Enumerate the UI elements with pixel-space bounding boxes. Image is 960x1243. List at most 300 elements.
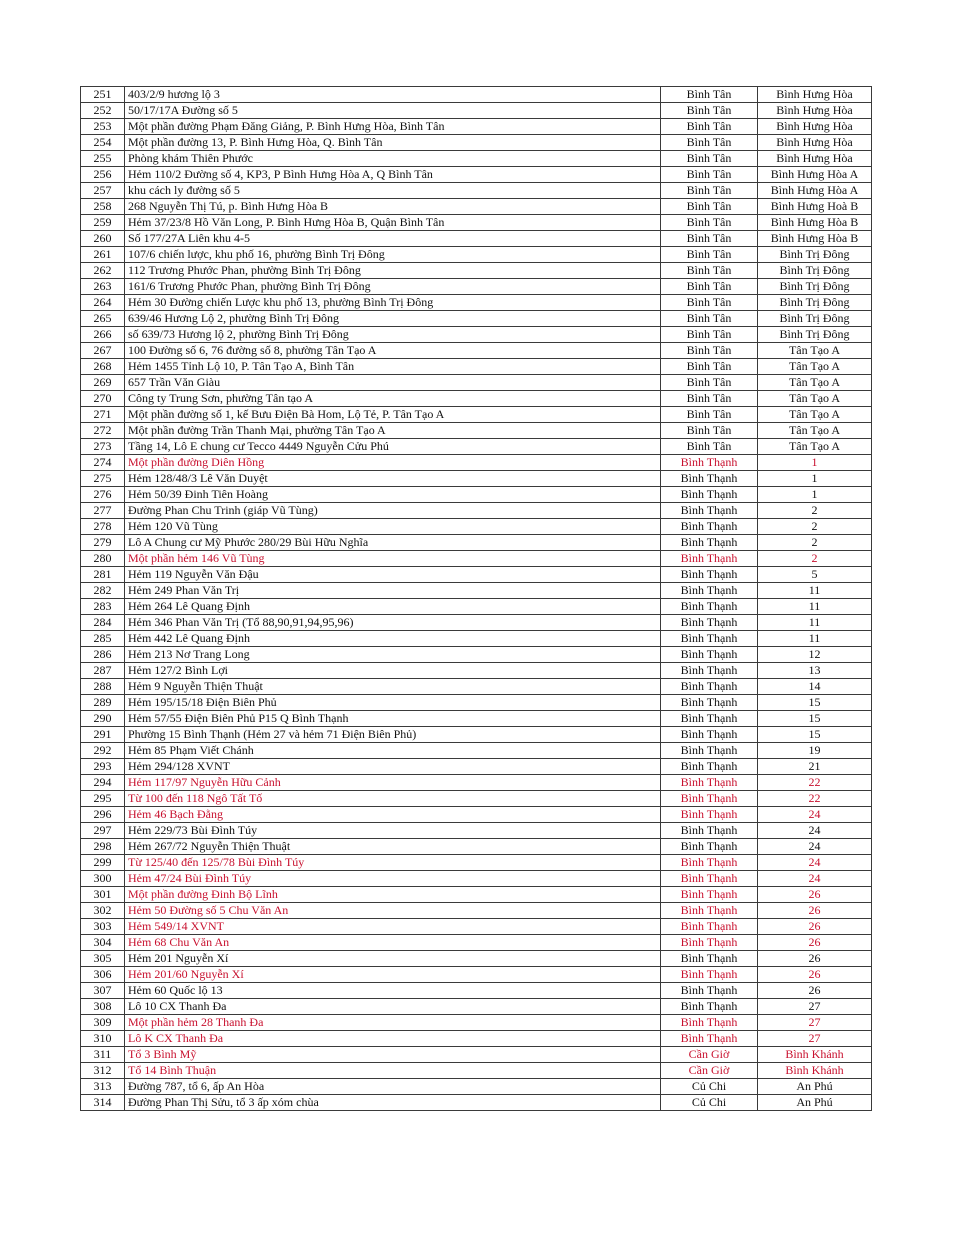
table-row — [81, 775, 872, 791]
table-row — [81, 807, 872, 823]
district-cell: Bình Tân — [661, 215, 758, 231]
table-row — [81, 711, 872, 727]
address-cell: 107/6 chiến lược, khu phố 16, phường Bình Trị Đông — [125, 247, 661, 263]
address-cell: Hẻm 119 Nguyễn Văn Đậu — [125, 567, 661, 583]
row-number: 254 — [81, 135, 125, 151]
ward-cell: 15 — [758, 711, 872, 727]
ward-cell: 11 — [758, 615, 872, 631]
ward-cell: Tân Tạo A — [758, 439, 872, 455]
address-cell: 657 Trần Văn Giàu — [125, 375, 661, 391]
table-row — [81, 791, 872, 807]
district-cell: Bình Tân — [661, 359, 758, 375]
district-cell: Bình Thạnh — [661, 567, 758, 583]
row-number: 258 — [81, 199, 125, 215]
district-cell: Bình Tân — [661, 151, 758, 167]
table-row — [81, 743, 872, 759]
ward-cell: 13 — [758, 663, 872, 679]
district-cell: Bình Tân — [661, 87, 758, 103]
table-row — [81, 599, 872, 615]
ward-cell: 26 — [758, 983, 872, 999]
row-number: 298 — [81, 839, 125, 855]
table-row — [81, 567, 872, 583]
district-cell: Bình Tân — [661, 199, 758, 215]
district-cell: Bình Thạnh — [661, 855, 758, 871]
table-row — [81, 999, 872, 1015]
table-row — [81, 1047, 872, 1063]
row-number: 288 — [81, 679, 125, 695]
ward-cell: Tân Tạo A — [758, 407, 872, 423]
district-cell: Bình Thạnh — [661, 599, 758, 615]
row-number: 304 — [81, 935, 125, 951]
address-cell: Số 177/27A Liên khu 4-5 — [125, 231, 661, 247]
district-cell: Bình Thạnh — [661, 951, 758, 967]
district-cell: Bình Tân — [661, 423, 758, 439]
ward-cell: 24 — [758, 823, 872, 839]
row-number: 257 — [81, 183, 125, 199]
table-row — [81, 263, 872, 279]
address-cell: Tầng 14, Lô E chung cư Tecco 4449 Nguyễn Cửu Phú — [125, 439, 661, 455]
address-cell: Một phần đường Diên Hồng — [125, 455, 661, 471]
ward-cell: Bình Trị Đông — [758, 295, 872, 311]
address-cell: Đường Phan Thị Sửu, tổ 3 ấp xóm chùa — [125, 1095, 661, 1111]
row-number: 260 — [81, 231, 125, 247]
district-cell: Cần Giờ — [661, 1047, 758, 1063]
table-row — [81, 983, 872, 999]
row-number: 287 — [81, 663, 125, 679]
address-cell: Hẻm 50 Đường số 5 Chu Văn An — [125, 903, 661, 919]
table-row — [81, 679, 872, 695]
ward-cell: 11 — [758, 583, 872, 599]
district-cell: Bình Thạnh — [661, 551, 758, 567]
address-cell: Hẻm 110/2 Đường số 4, KP3, P Bình Hưng Hòa A, Q Bình Tân — [125, 167, 661, 183]
district-cell: Bình Thạnh — [661, 887, 758, 903]
address-cell: Hẻm 229/73 Bùi Đình Túy — [125, 823, 661, 839]
row-number: 312 — [81, 1063, 125, 1079]
ward-cell: 22 — [758, 775, 872, 791]
table-row — [81, 551, 872, 567]
district-cell: Bình Thạnh — [661, 455, 758, 471]
address-cell: Một phần hẻm 28 Thanh Đa — [125, 1015, 661, 1031]
address-cell: Từ 125/40 đến 125/78 Bùi Đình Túy — [125, 855, 661, 871]
district-cell: Cần Giờ — [661, 1063, 758, 1079]
table-row — [81, 663, 872, 679]
table-row — [81, 87, 872, 103]
table-row — [81, 967, 872, 983]
address-cell: Hẻm 442 Lê Quang Định — [125, 631, 661, 647]
table-row — [81, 487, 872, 503]
district-cell: Bình Thạnh — [661, 871, 758, 887]
district-cell: Bình Thạnh — [661, 679, 758, 695]
row-number: 252 — [81, 103, 125, 119]
address-cell: Hẻm 50/39 Đinh Tiên Hoàng — [125, 487, 661, 503]
address-cell: Phường 15 Bình Thạnh (Hẻm 27 và hẻm 71 Điện Biên Phủ) — [125, 727, 661, 743]
address-cell: Một phần hẻm 146 Vũ Tùng — [125, 551, 661, 567]
ward-cell: Bình Hưng Hòa — [758, 135, 872, 151]
table-row — [81, 583, 872, 599]
district-cell: Bình Thạnh — [661, 743, 758, 759]
district-cell: Bình Tân — [661, 295, 758, 311]
row-number: 286 — [81, 647, 125, 663]
address-cell: Hẻm 267/72 Nguyễn Thiện Thuật — [125, 839, 661, 855]
ward-cell: 2 — [758, 503, 872, 519]
address-cell: Hẻm 117/97 Nguyễn Hữu Cảnh — [125, 775, 661, 791]
district-cell: Bình Tân — [661, 391, 758, 407]
ward-cell: 27 — [758, 1031, 872, 1047]
address-cell: Lô 10 CX Thanh Đa — [125, 999, 661, 1015]
ward-cell: 26 — [758, 887, 872, 903]
district-cell: Bình Thạnh — [661, 631, 758, 647]
row-number: 263 — [81, 279, 125, 295]
ward-cell: Bình Trị Đông — [758, 327, 872, 343]
ward-cell: 26 — [758, 903, 872, 919]
address-cell: Hẻm 128/48/3 Lê Văn Duyệt — [125, 471, 661, 487]
ward-cell: 26 — [758, 935, 872, 951]
address-cell: Lô A Chung cư Mỹ Phước 280/29 Bùi Hữu Nghĩa — [125, 535, 661, 551]
table-row — [81, 727, 872, 743]
ward-cell: Tân Tạo A — [758, 375, 872, 391]
address-cell: số 639/73 Hương lộ 2, phường Bình Trị Đông — [125, 327, 661, 343]
district-cell: Bình Thạnh — [661, 727, 758, 743]
table-row — [81, 615, 872, 631]
district-cell: Bình Tân — [661, 439, 758, 455]
row-number: 297 — [81, 823, 125, 839]
ward-cell: 26 — [758, 951, 872, 967]
district-cell: Bình Tân — [661, 375, 758, 391]
address-cell: Hẻm 30 Đường chiến Lược khu phố 13, phường Bình Trị Đông — [125, 295, 661, 311]
ward-cell: 5 — [758, 567, 872, 583]
row-number: 270 — [81, 391, 125, 407]
address-cell: Hẻm 85 Phạm Viết Chánh — [125, 743, 661, 759]
table-row — [81, 1031, 872, 1047]
address-cell: 50/17/17A Đường số 5 — [125, 103, 661, 119]
table-row — [81, 407, 872, 423]
table-row — [81, 311, 872, 327]
row-number: 272 — [81, 423, 125, 439]
table-row — [81, 631, 872, 647]
ward-cell: Bình Hưng Hòa — [758, 103, 872, 119]
row-number: 295 — [81, 791, 125, 807]
row-number: 279 — [81, 535, 125, 551]
district-cell: Bình Tân — [661, 343, 758, 359]
ward-cell: Bình Hưng Hòa A — [758, 183, 872, 199]
ward-cell: Bình Hưng Hoà B — [758, 199, 872, 215]
ward-cell: 2 — [758, 551, 872, 567]
address-cell: 403/2/9 hương lộ 3 — [125, 87, 661, 103]
table-row — [81, 839, 872, 855]
ward-cell: Bình Hưng Hòa — [758, 151, 872, 167]
ward-cell: Bình Hưng Hòa — [758, 119, 872, 135]
row-number: 281 — [81, 567, 125, 583]
ward-cell: 22 — [758, 791, 872, 807]
district-cell: Bình Thạnh — [661, 919, 758, 935]
table-row — [81, 695, 872, 711]
address-cell: Hẻm 294/128 XVNT — [125, 759, 661, 775]
row-number: 269 — [81, 375, 125, 391]
row-number: 313 — [81, 1079, 125, 1095]
address-cell: 112 Trương Phước Phan, phường Bình Trị Đông — [125, 263, 661, 279]
table-row — [81, 119, 872, 135]
table-row — [81, 871, 872, 887]
district-cell: Bình Tân — [661, 103, 758, 119]
district-cell: Bình Thạnh — [661, 775, 758, 791]
address-cell: Hẻm 201 Nguyễn Xí — [125, 951, 661, 967]
district-cell: Bình Tân — [661, 119, 758, 135]
ward-cell: 27 — [758, 999, 872, 1015]
row-number: 294 — [81, 775, 125, 791]
table-row — [81, 199, 872, 215]
row-number: 273 — [81, 439, 125, 455]
table-row — [81, 935, 872, 951]
ward-cell: 11 — [758, 631, 872, 647]
address-cell: Hẻm 9 Nguyễn Thiện Thuật — [125, 679, 661, 695]
address-table-body — [81, 87, 872, 1111]
district-cell: Bình Thạnh — [661, 1031, 758, 1047]
address-cell: Hẻm 60 Quốc lộ 13 — [125, 983, 661, 999]
table-row — [81, 1063, 872, 1079]
row-number: 306 — [81, 967, 125, 983]
row-number: 301 — [81, 887, 125, 903]
table-row — [81, 919, 872, 935]
row-number: 292 — [81, 743, 125, 759]
table-row — [81, 903, 872, 919]
row-number: 302 — [81, 903, 125, 919]
table-row — [81, 295, 872, 311]
row-number: 267 — [81, 343, 125, 359]
table-row — [81, 215, 872, 231]
district-cell: Bình Thạnh — [661, 791, 758, 807]
address-cell: Phòng khám Thiên Phước — [125, 151, 661, 167]
address-cell: Tổ 14 Bình Thuận — [125, 1063, 661, 1079]
row-number: 283 — [81, 599, 125, 615]
address-cell: Lô K CX Thanh Đa — [125, 1031, 661, 1047]
address-cell: Hẻm 213 Nơ Trang Long — [125, 647, 661, 663]
district-cell: Củ Chi — [661, 1079, 758, 1095]
address-cell: Một phần đường 13, P. Bình Hưng Hòa, Q. Bình Tân — [125, 135, 661, 151]
table-row — [81, 1095, 872, 1111]
district-cell: Củ Chi — [661, 1095, 758, 1111]
row-number: 271 — [81, 407, 125, 423]
ward-cell: 15 — [758, 695, 872, 711]
row-number: 310 — [81, 1031, 125, 1047]
table-row — [81, 375, 872, 391]
address-cell: Hẻm 549/14 XVNT — [125, 919, 661, 935]
district-cell: Bình Thạnh — [661, 647, 758, 663]
ward-cell: 24 — [758, 871, 872, 887]
district-cell: Bình Tân — [661, 135, 758, 151]
district-cell: Bình Tân — [661, 263, 758, 279]
ward-cell: Bình Trị Đông — [758, 311, 872, 327]
address-cell: Hẻm 346 Phan Văn Trị (Tổ 88,90,91,94,95,96) — [125, 615, 661, 631]
district-cell: Bình Tân — [661, 247, 758, 263]
table-row — [81, 535, 872, 551]
district-cell: Bình Tân — [661, 231, 758, 247]
address-cell: 639/46 Hương Lộ 2, phường Bình Trị Đông — [125, 311, 661, 327]
row-number: 274 — [81, 455, 125, 471]
address-cell: 268 Nguyễn Thị Tú, p. Bình Hưng Hòa B — [125, 199, 661, 215]
table-row — [81, 183, 872, 199]
row-number: 251 — [81, 87, 125, 103]
table-row — [81, 855, 872, 871]
district-cell: Bình Thạnh — [661, 903, 758, 919]
district-cell: Bình Tân — [661, 407, 758, 423]
table-row — [81, 247, 872, 263]
address-cell: Hẻm 249 Phan Văn Trị — [125, 583, 661, 599]
address-cell: Tổ 3 Bình Mỹ — [125, 1047, 661, 1063]
address-cell: Hẻm 201/60 Nguyễn Xí — [125, 967, 661, 983]
ward-cell: 19 — [758, 743, 872, 759]
ward-cell: An Phú — [758, 1079, 872, 1095]
district-cell: Bình Thạnh — [661, 983, 758, 999]
address-cell: Hẻm 264 Lê Quang Định — [125, 599, 661, 615]
table-row — [81, 455, 872, 471]
district-cell: Bình Thạnh — [661, 711, 758, 727]
row-number: 280 — [81, 551, 125, 567]
district-cell: Bình Tân — [661, 183, 758, 199]
address-cell: Một phần đường số 1, kế Bưu Điện Bà Hom, Lộ Tẻ, P. Tân Tạo A — [125, 407, 661, 423]
row-number: 309 — [81, 1015, 125, 1031]
district-cell: Bình Thạnh — [661, 519, 758, 535]
row-number: 290 — [81, 711, 125, 727]
district-cell: Bình Thạnh — [661, 471, 758, 487]
address-cell: Hẻm 68 Chu Văn An — [125, 935, 661, 951]
row-number: 276 — [81, 487, 125, 503]
row-number: 303 — [81, 919, 125, 935]
row-number: 308 — [81, 999, 125, 1015]
row-number: 259 — [81, 215, 125, 231]
table-row — [81, 519, 872, 535]
ward-cell: Bình Trị Đông — [758, 279, 872, 295]
ward-cell: Bình Hưng Hòa B — [758, 231, 872, 247]
table-row — [81, 359, 872, 375]
table-row — [81, 503, 872, 519]
row-number: 289 — [81, 695, 125, 711]
district-cell: Bình Thạnh — [661, 839, 758, 855]
ward-cell: Tân Tạo A — [758, 423, 872, 439]
ward-cell: 26 — [758, 919, 872, 935]
district-cell: Bình Thạnh — [661, 759, 758, 775]
table-row — [81, 391, 872, 407]
table-row — [81, 1079, 872, 1095]
ward-cell: An Phú — [758, 1095, 872, 1111]
ward-cell: Bình Hưng Hòa A — [758, 167, 872, 183]
ward-cell: 1 — [758, 471, 872, 487]
address-cell: 100 Đường số 6, 76 đường số 8, phường Tân Tạo A — [125, 343, 661, 359]
row-number: 299 — [81, 855, 125, 871]
row-number: 262 — [81, 263, 125, 279]
district-cell: Bình Thạnh — [661, 823, 758, 839]
address-cell: Đường Phan Chu Trinh (giáp Vũ Tùng) — [125, 503, 661, 519]
address-cell: Một phần đường Trần Thanh Mại, phường Tân Tạo A — [125, 423, 661, 439]
address-cell: Hẻm 1455 Tỉnh Lộ 10, P. Tân Tạo A, Bình Tân — [125, 359, 661, 375]
ward-cell: Bình Khánh — [758, 1047, 872, 1063]
table-row — [81, 151, 872, 167]
ward-cell: 2 — [758, 519, 872, 535]
table-row — [81, 471, 872, 487]
row-number: 291 — [81, 727, 125, 743]
row-number: 278 — [81, 519, 125, 535]
district-cell: Bình Thạnh — [661, 999, 758, 1015]
ward-cell: 24 — [758, 807, 872, 823]
address-cell: khu cách ly đường số 5 — [125, 183, 661, 199]
ward-cell: 24 — [758, 839, 872, 855]
ward-cell: 15 — [758, 727, 872, 743]
ward-cell: Bình Trị Đông — [758, 247, 872, 263]
address-cell: Hẻm 47/24 Bùi Đình Túy — [125, 871, 661, 887]
table-row — [81, 343, 872, 359]
table-row — [81, 135, 872, 151]
row-number: 261 — [81, 247, 125, 263]
row-number: 266 — [81, 327, 125, 343]
address-table — [80, 86, 872, 1111]
ward-cell: 11 — [758, 599, 872, 615]
address-cell: Hẻm 127/2 Bình Lợi — [125, 663, 661, 679]
row-number: 264 — [81, 295, 125, 311]
address-cell: Đường 787, tổ 6, ấp An Hòa — [125, 1079, 661, 1095]
district-cell: Bình Thạnh — [661, 663, 758, 679]
district-cell: Bình Thạnh — [661, 967, 758, 983]
row-number: 256 — [81, 167, 125, 183]
ward-cell: Bình Hưng Hòa B — [758, 215, 872, 231]
table-row — [81, 823, 872, 839]
district-cell: Bình Tân — [661, 279, 758, 295]
row-number: 275 — [81, 471, 125, 487]
district-cell: Bình Tân — [661, 311, 758, 327]
address-cell: Hẻm 46 Bạch Đằng — [125, 807, 661, 823]
ward-cell: Bình Trị Đông — [758, 263, 872, 279]
row-number: 293 — [81, 759, 125, 775]
row-number: 265 — [81, 311, 125, 327]
row-number: 277 — [81, 503, 125, 519]
district-cell: Bình Thạnh — [661, 503, 758, 519]
ward-cell: Bình Hưng Hòa — [758, 87, 872, 103]
ward-cell: 21 — [758, 759, 872, 775]
table-row — [81, 167, 872, 183]
address-cell: Từ 100 đến 118 Ngô Tất Tố — [125, 791, 661, 807]
address-cell: Công ty Trung Sơn, phường Tân tạo A — [125, 391, 661, 407]
row-number: 255 — [81, 151, 125, 167]
ward-cell: 1 — [758, 455, 872, 471]
row-number: 268 — [81, 359, 125, 375]
ward-cell: Bình Khánh — [758, 1063, 872, 1079]
district-cell: Bình Tân — [661, 167, 758, 183]
address-cell: 161/6 Trương Phước Phan, phường Bình Trị Đông — [125, 279, 661, 295]
district-cell: Bình Thạnh — [661, 615, 758, 631]
row-number: 253 — [81, 119, 125, 135]
table-row — [81, 439, 872, 455]
ward-cell: 14 — [758, 679, 872, 695]
row-number: 311 — [81, 1047, 125, 1063]
ward-cell: 12 — [758, 647, 872, 663]
table-row — [81, 759, 872, 775]
address-cell: Một phần đường Phạm Đăng Giảng, P. Bình Hưng Hòa, Bình Tân — [125, 119, 661, 135]
district-cell: Bình Thạnh — [661, 535, 758, 551]
table-row — [81, 423, 872, 439]
row-number: 296 — [81, 807, 125, 823]
row-number: 300 — [81, 871, 125, 887]
table-row — [81, 231, 872, 247]
table-row — [81, 951, 872, 967]
ward-cell: Tân Tạo A — [758, 391, 872, 407]
table-row — [81, 887, 872, 903]
table-row — [81, 647, 872, 663]
ward-cell: 1 — [758, 487, 872, 503]
district-cell: Bình Thạnh — [661, 583, 758, 599]
table-row — [81, 1015, 872, 1031]
district-cell: Bình Thạnh — [661, 487, 758, 503]
ward-cell: 24 — [758, 855, 872, 871]
ward-cell: Tân Tạo A — [758, 343, 872, 359]
ward-cell: 2 — [758, 535, 872, 551]
